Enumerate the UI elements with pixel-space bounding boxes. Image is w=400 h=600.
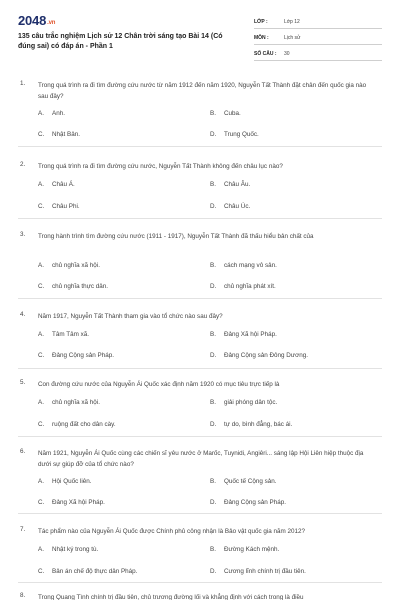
option-letter: A.: [38, 546, 44, 553]
option-letter: A.: [38, 181, 44, 188]
option-text: Anh.: [52, 110, 65, 117]
option-letter: A.: [38, 262, 44, 269]
document-title: 135 câu trắc nghiệm Lịch sử 12 Chân trời sáng tạo Bài 14 (Có đúng sai) có đáp án - Phần 1: [18, 33, 223, 50]
meta-row-count: [254, 47, 382, 61]
option-text: Nhật Bản.: [52, 131, 81, 138]
option-text: Hội Quốc liên.: [52, 478, 92, 485]
question-divider: [18, 218, 382, 219]
question-number: 5.: [20, 379, 26, 386]
meta-value: Lớp 12: [284, 18, 300, 25]
option-text: Đảng Xã hội Pháp.: [224, 331, 277, 338]
option-c[interactable]: [38, 283, 108, 290]
option-letter: B.: [210, 399, 216, 406]
option-b[interactable]: [210, 399, 277, 406]
option-d[interactable]: [210, 421, 292, 428]
option-letter: B.: [210, 478, 216, 485]
option-letter: B.: [210, 262, 216, 269]
site-logo[interactable]: [18, 13, 55, 28]
option-d[interactable]: [210, 568, 306, 575]
question-text: Trong quá trình ra đi tìm đường cứu nước, Nguyễn Tất Thành không đến châu lục nào?: [38, 163, 283, 170]
option-text: Bản án chế độ thực dân Pháp.: [52, 568, 138, 575]
meta-box: [254, 15, 382, 63]
option-a[interactable]: [38, 181, 75, 188]
option-letter: A.: [38, 399, 44, 406]
meta-label: LỚP :: [254, 18, 268, 25]
option-a[interactable]: [38, 110, 65, 117]
question-divider: [18, 368, 382, 369]
option-d[interactable]: [210, 203, 250, 210]
option-text: Đảng Cộng sản Đông Dương.: [224, 352, 308, 359]
option-text: giải phóng dân tộc.: [224, 399, 278, 406]
option-letter: C.: [38, 283, 45, 290]
meta-row-subject: [254, 31, 382, 45]
option-text: Tâm Tâm xã.: [52, 331, 89, 338]
option-letter: D.: [210, 499, 217, 506]
option-text: Nhật ký trong tù.: [52, 546, 99, 553]
question-number: 8.: [20, 592, 26, 599]
question-text: Trong Quang Tình chính trị đầu tiên, chủ trương đường lối và khẳng định với cách trong là điều: [38, 594, 304, 600]
option-c[interactable]: [38, 352, 114, 359]
question-text: Năm 1921, Nguyễn Ái Quốc cùng các chiến sĩ yêu nước ở Marốc, Tuynidi, Angiêri... sáng lập Hội Liên hiệp thuộc địa dưới sự giúp đỡ của tổ chức nào?: [38, 450, 364, 468]
option-text: Châu Á.: [52, 181, 75, 188]
option-text: Trung Quốc.: [224, 131, 259, 138]
question-text: Trong quá trình ra đi tìm đường cứu nước từ năm 1912 đến năm 1920, Nguyễn Tất Thành đặt chân đến quốc gia nào sau đây?: [38, 82, 367, 100]
meta-label: MÔN :: [254, 34, 269, 41]
question-text: Con đường cứu nước của Nguyễn Ái Quốc xác định năm 1920 có mục tiêu trực tiếp là: [38, 381, 280, 388]
option-c[interactable]: [38, 421, 116, 428]
meta-row-class: [254, 15, 382, 29]
option-text: Đảng Cộng sản Pháp.: [224, 499, 286, 506]
question-divider: [18, 298, 382, 299]
option-text: Cuba.: [224, 110, 241, 117]
option-a[interactable]: [38, 331, 89, 338]
option-letter: D.: [210, 568, 217, 575]
option-letter: C.: [38, 568, 45, 575]
question-number: 4.: [20, 311, 26, 318]
option-text: Quốc tế Cộng sản.: [224, 478, 277, 485]
meta-value: 30: [284, 50, 290, 57]
option-text: tự do, bình đẳng, bác ái.: [224, 421, 293, 428]
option-text: chủ nghĩa phát xít.: [224, 283, 276, 290]
option-letter: A.: [38, 478, 44, 485]
option-text: Châu Âu.: [224, 181, 251, 188]
option-a[interactable]: [38, 399, 100, 406]
option-d[interactable]: [210, 131, 259, 138]
option-text: Châu Phi.: [52, 203, 80, 210]
option-letter: C.: [38, 131, 45, 138]
option-text: chủ nghĩa xã hội.: [52, 262, 100, 269]
option-a[interactable]: [38, 478, 92, 485]
option-text: chủ nghĩa xã hội.: [52, 399, 100, 406]
question-divider: [18, 582, 382, 583]
option-text: Cương lĩnh chính trị đầu tiên.: [224, 568, 306, 575]
option-c[interactable]: [38, 568, 137, 575]
option-letter: D.: [210, 283, 217, 290]
question-number: 1.: [20, 80, 26, 87]
option-letter: C.: [38, 352, 45, 359]
question-text: Tác phẩm nào của Nguyễn Ái Quốc được Chính phủ công nhận là Bảo vật quốc gia năm 2012?: [38, 528, 306, 535]
option-b[interactable]: [210, 546, 279, 553]
option-text: Đường Kách mệnh.: [224, 546, 280, 553]
option-text: ruộng đất cho dân cày.: [52, 421, 116, 428]
meta-label: SỐ CÂU :: [254, 50, 277, 57]
option-c[interactable]: [38, 203, 80, 210]
question-text: Trong hành trình tìm đường cứu nước (1911 - 1917), Nguyễn Tất Thành đã thấu hiểu bản chất của: [38, 233, 314, 240]
question-divider: [18, 436, 382, 437]
option-letter: A.: [38, 110, 44, 117]
question-divider: [18, 513, 382, 514]
option-letter: D.: [210, 421, 217, 428]
question-divider: [18, 146, 382, 147]
document-header: [0, 0, 400, 62]
option-letter: C.: [38, 421, 45, 428]
option-d[interactable]: [210, 499, 286, 506]
option-d[interactable]: [210, 283, 276, 290]
option-b[interactable]: [210, 331, 277, 338]
option-text: Châu Úc.: [224, 203, 251, 210]
question-number: 2.: [20, 161, 26, 168]
option-letter: D.: [210, 203, 217, 210]
option-letter: B.: [210, 331, 216, 338]
option-letter: C.: [38, 499, 45, 506]
option-c[interactable]: [38, 499, 105, 506]
option-c[interactable]: [38, 131, 80, 138]
option-text: Đảng Cộng sản Pháp.: [52, 352, 114, 359]
option-b[interactable]: [210, 181, 250, 188]
option-b[interactable]: [210, 262, 277, 269]
meta-value: Lịch sử: [284, 34, 301, 41]
question-text: Năm 1917, Nguyễn Tất Thành tham gia vào tổ chức nào sau đây?: [38, 313, 223, 320]
option-a[interactable]: [38, 546, 98, 553]
option-text: Đảng Xã hội Pháp.: [52, 499, 105, 506]
option-letter: C.: [38, 203, 45, 210]
option-a[interactable]: [38, 262, 100, 269]
option-letter: B.: [210, 181, 216, 188]
option-letter: B.: [210, 546, 216, 553]
logo-text: 2048: [18, 13, 47, 28]
question-number: 7.: [20, 526, 26, 533]
question-number: 6.: [20, 448, 26, 455]
option-b[interactable]: [210, 478, 277, 485]
option-text: chủ nghĩa thực dân.: [52, 283, 109, 290]
option-text: cách mạng vô sản.: [224, 262, 277, 269]
question-number: 3.: [20, 231, 26, 238]
option-letter: B.: [210, 110, 216, 117]
option-letter: D.: [210, 131, 217, 138]
logo-suffix: .vn: [47, 20, 56, 26]
option-letter: A.: [38, 331, 44, 338]
option-letter: D.: [210, 352, 217, 359]
option-d[interactable]: [210, 352, 308, 359]
option-b[interactable]: [210, 110, 241, 117]
